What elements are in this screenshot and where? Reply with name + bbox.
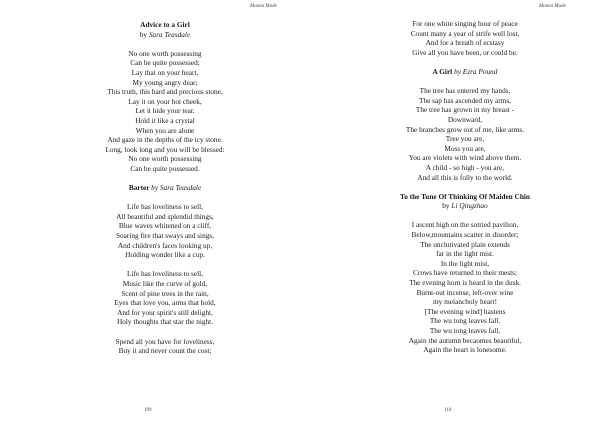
poem-author-by: by [151,183,159,193]
poem-line: And for your spirit's still delight, [117,307,213,317]
running-head-left: Moana Made [250,4,277,9]
poem-line: Count many a year of strife well lost, [410,28,520,38]
poem-title-text: Barter [128,183,150,193]
poem-author: Sara Teasdale [148,29,191,39]
poem-line: And gaze in the depths of the icy stone. [107,135,223,145]
poem-title-to-the-tune: To the Tune Of Thinking Of Maiden Chin [400,191,530,201]
poem-title-a-girl [315,67,600,77]
poem-body-advice-to-a-girl [15,49,315,174]
poem-line: Long, look long and you will be blessed: [105,144,225,154]
poem-line: [The evening wind] hastens [424,306,506,316]
poem-line: Can be quite possessed; [130,58,200,68]
poem-line: My young angry dear; [132,77,198,87]
byline-advice-to-a-girl [15,30,315,40]
poem-title-advice-to-a-girl: Advice to a Girl [140,20,190,29]
poem-line: And for a breath of ecstasy [425,38,505,48]
byline-to-the-tune [315,201,600,211]
page-number-left: 109 [144,408,152,413]
poem-line: Eyes that love you, arms that hold, [114,298,216,308]
poem-line: I ascent high on the sotried pavilion, [411,220,519,230]
poem-line: Give all you have been, or could be. [412,47,518,57]
poem-line: Holy thoughts that star the night. [116,317,214,327]
poem-body-barter [15,202,315,356]
right-page-text [315,19,600,355]
poem-line: The sap has ascended my arms, [419,95,511,105]
poem-line: The tree has entered my hands, [419,86,511,96]
poem-line: No one worth possessing [128,48,202,58]
poem-line: Can be quite possessed. [130,163,200,173]
poem-author: Li Qingzhao [451,201,488,211]
running-head-right: Moana Made [539,4,566,9]
poem-line: Downward, [447,114,483,124]
poem-line: A child - so high - you are, [425,162,505,172]
poem-author: Ezra Pound [462,66,498,76]
poem-line: The branches grow out of me, like arms. [405,124,525,134]
poem-author-by: by [454,66,461,76]
poem-line: Life has loveliness to sell, [127,269,203,279]
poem-line: No one worth possessing [128,154,202,164]
poem-line: Moss you are, [444,143,486,153]
poem-line: Buy it and never count the cost; [118,346,212,356]
poem-line: And children's faces looking up, [117,240,213,250]
poem-author: Sara Teasdale [159,183,202,193]
poem-title-text: A Girl [432,66,453,76]
poem-line: Crows have returned to their mests; [413,268,517,278]
poem-line: Let it hide your tear. [135,106,195,116]
poem-line: Below,mountains scatter in disorder; [411,230,519,240]
poem-continuation-barter [315,19,600,57]
poem-line: The wu tong leaves fall. [429,316,501,326]
poem-line: All beautiful and splendid things, [116,211,214,221]
poem-line: Soaring fire that sways and sings, [115,231,215,241]
poem-line: This truth, this hard and precious stone, [107,87,223,97]
poem-line: Hold it like a crystal [135,115,195,125]
poem-line: Blue waves whitened on a cliff, [118,221,212,231]
poem-line: The evening horn is heard in the dusk. [409,278,521,288]
poem-line: When you are alone [135,125,195,135]
poem-line: For one white singing hour of peace [412,19,518,28]
poem-line: The wu tong leaves fall, [429,326,501,335]
poem-line: Again the heart is lonesome. [423,345,507,355]
poem-line: And all this is folly to the world. [417,172,513,182]
poem-line: my melancholy heart! [432,297,498,307]
poem-line: Burnt-out incense, left-over wine [416,287,514,297]
poem-line: The unclutivated plain extends [420,239,510,249]
byline-word: by [442,201,450,211]
right-page [300,0,600,424]
poem-line: Music like the curve of gold, [122,279,208,289]
poem-line: Holding wonder like a cup. [125,250,205,260]
poem-body-a-girl [315,86,600,182]
poem-line: Tree you are, [445,134,485,144]
poem-line: Spend all you have for loveliness, [115,336,215,346]
poem-line: far in the light mist. [436,249,494,259]
poem-line: In the light mist, [440,258,490,268]
poem-line: The tree has grown in my breast - [415,105,515,115]
left-page-text [15,20,315,356]
byline-word: by [139,29,148,39]
poem-line: Life has loveliness to sell, [127,202,203,212]
poem-line: Scent of pine trees in the rain, [121,288,209,298]
poem-line: Lay it on your hot cheek, [128,96,202,106]
poem-title-barter [15,183,315,193]
poem-line: Again the autumn becaomes beautiful, [408,335,522,345]
poem-line: You are violets with wind above them. [408,153,522,163]
poem-body-to-the-tune [315,220,600,354]
poem-line: Lay that on your heart, [131,67,199,77]
page-number-right: 110 [444,408,452,413]
